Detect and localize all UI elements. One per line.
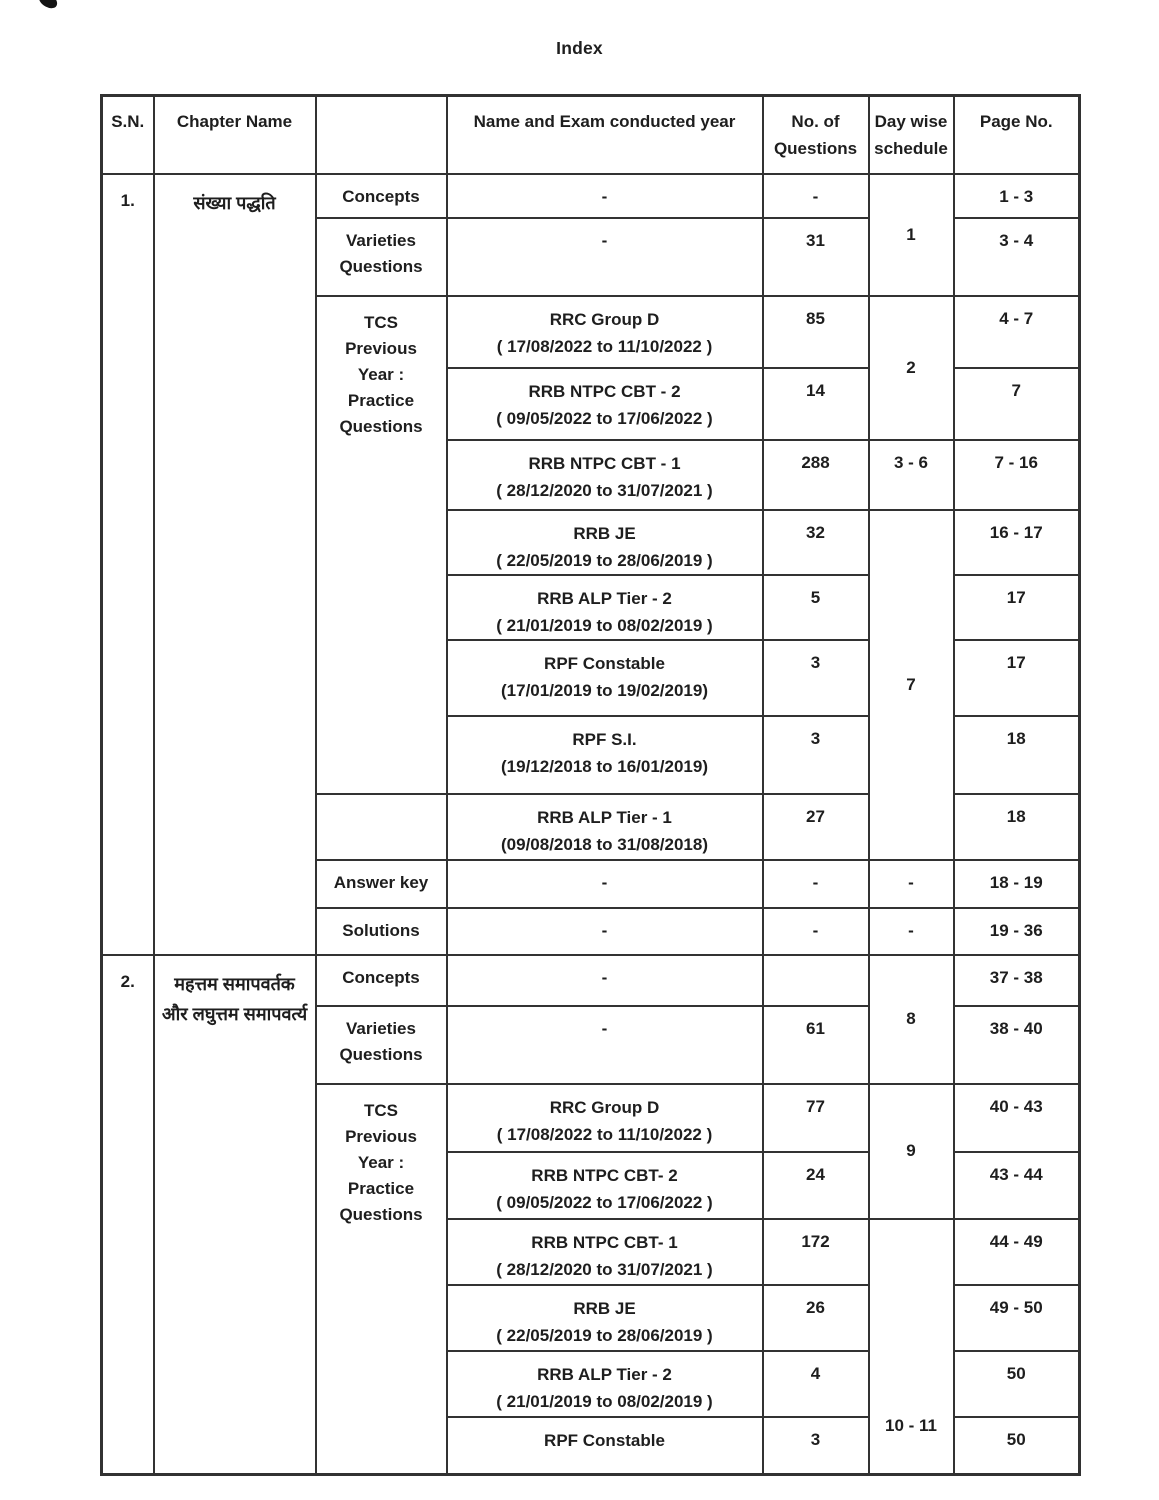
exam-cell <box>447 1285 763 1351</box>
question-count: 24 <box>763 1152 869 1219</box>
exam-cell <box>447 640 763 716</box>
question-count: 31 <box>763 218 869 296</box>
exam-cell <box>447 368 763 440</box>
exam-name: RRB ALP Tier - 2 <box>537 1364 672 1384</box>
page-range: 17 <box>954 640 1080 716</box>
day-schedule: 1 <box>869 174 954 296</box>
exam-name: RRB NTPC CBT- 2 <box>531 1165 678 1185</box>
exam-cell <box>447 510 763 575</box>
exam-name: RRB JE <box>573 523 636 543</box>
exam-name: RRB JE <box>573 1298 636 1318</box>
exam-dates: (19/12/2018 to 16/01/2019) <box>501 756 708 776</box>
page-range: 50 <box>954 1351 1080 1417</box>
table-row <box>102 955 1080 1006</box>
exam-dates: ( 09/05/2022 to 17/06/2022 ) <box>496 1192 713 1212</box>
exam-dates: ( 22/05/2019 to 28/06/2019 ) <box>496 1325 713 1345</box>
subcategory-cell: Solutions <box>316 908 447 955</box>
subcategory-cell: TCS Previous Year : Practice Questions <box>316 296 447 794</box>
page-title: Index <box>556 38 603 58</box>
exam-name: RRB NTPC CBT- 1 <box>531 1232 678 1252</box>
col-header-chapter: Chapter Name <box>154 96 316 174</box>
day-schedule: 10 - 11 <box>869 1219 954 1475</box>
page-range: 40 - 43 <box>954 1084 1080 1152</box>
question-count: - <box>763 908 869 955</box>
col-header-subcategory <box>316 96 447 174</box>
exam-name: RPF Constable <box>544 1430 665 1450</box>
exam-cell <box>447 1351 763 1417</box>
col-header-questions: No. of Questions <box>763 96 869 174</box>
exam-cell <box>447 1417 763 1475</box>
col-header-day: Day wise schedule <box>869 96 954 174</box>
page-range: 16 - 17 <box>954 510 1080 575</box>
exam-cell <box>447 440 763 510</box>
exam-cell: - <box>447 218 763 296</box>
question-count: 288 <box>763 440 869 510</box>
exam-name: RRC Group D <box>549 309 660 329</box>
chapter-name-cell: संख्या पद्धति <box>154 174 316 955</box>
day-schedule: 8 <box>869 955 954 1084</box>
question-count: 3 <box>763 640 869 716</box>
page-range: 3 - 4 <box>954 218 1080 296</box>
page-range: 43 - 44 <box>954 1152 1080 1219</box>
page-range: 7 <box>954 368 1080 440</box>
page-range: 18 <box>954 716 1080 794</box>
exam-name: RRB ALP Tier - 2 <box>537 588 672 608</box>
exam-cell: - <box>447 1006 763 1084</box>
exam-name: RRB NTPC CBT - 2 <box>528 381 681 401</box>
question-count: 3 <box>763 716 869 794</box>
question-count: 3 <box>763 1417 869 1475</box>
page-range: 37 - 38 <box>954 955 1080 1006</box>
exam-dates: (17/01/2019 to 19/02/2019) <box>501 680 708 700</box>
question-count: - <box>763 860 869 908</box>
question-count: 32 <box>763 510 869 575</box>
day-schedule: 2 <box>869 296 954 440</box>
exam-cell <box>447 575 763 640</box>
exam-name: RPF S.I. <box>572 729 637 749</box>
page-range: 49 - 50 <box>954 1285 1080 1351</box>
exam-dates: ( 21/01/2019 to 08/02/2019 ) <box>496 1391 713 1411</box>
page-range: 7 - 16 <box>954 440 1080 510</box>
exam-cell <box>447 296 763 368</box>
table-header-row <box>102 96 1080 174</box>
subcategory-cell: Varieties Questions <box>316 1006 447 1084</box>
exam-dates: ( 09/05/2022 to 17/06/2022 ) <box>496 408 713 428</box>
table-row <box>102 174 1080 218</box>
exam-dates: ( 28/12/2020 to 31/07/2021 ) <box>496 1259 713 1279</box>
page-range: 38 - 40 <box>954 1006 1080 1084</box>
exam-cell <box>447 716 763 794</box>
page-range: 4 - 7 <box>954 296 1080 368</box>
page-range: 18 <box>954 794 1080 860</box>
exam-dates: (09/08/2018 to 31/08/2018) <box>501 834 708 854</box>
question-count <box>763 955 869 1006</box>
question-count: 77 <box>763 1084 869 1152</box>
day-schedule: 3 - 6 <box>869 440 954 510</box>
page-range: 18 - 19 <box>954 860 1080 908</box>
exam-name: RRB NTPC CBT - 1 <box>528 453 681 473</box>
question-count: 27 <box>763 794 869 860</box>
sn-cell: 2. <box>102 955 154 1475</box>
question-count: 5 <box>763 575 869 640</box>
question-count: 61 <box>763 1006 869 1084</box>
exam-dates: ( 21/01/2019 to 08/02/2019 ) <box>496 615 713 635</box>
page-range: 19 - 36 <box>954 908 1080 955</box>
day-schedule: 9 <box>869 1084 954 1219</box>
exam-cell <box>447 1152 763 1219</box>
question-count: - <box>763 174 869 218</box>
exam-cell: - <box>447 174 763 218</box>
day-schedule: - <box>869 860 954 908</box>
subcategory-cell: Concepts <box>316 955 447 1006</box>
subcategory-cell: TCS Previous Year : Practice Questions <box>316 1084 447 1475</box>
exam-dates: ( 17/08/2022 to 11/10/2022 ) <box>496 336 713 356</box>
exam-name: RPF Constable <box>544 653 665 673</box>
page-range: 1 - 3 <box>954 174 1080 218</box>
exam-dates: ( 28/12/2020 to 31/07/2021 ) <box>496 480 713 500</box>
col-header-exam: Name and Exam conducted year <box>447 96 763 174</box>
exam-name: RRB ALP Tier - 1 <box>537 807 672 827</box>
page-range: 44 - 49 <box>954 1219 1080 1285</box>
exam-cell <box>447 794 763 860</box>
subcategory-cell: Varieties Questions <box>316 218 447 296</box>
question-count: 85 <box>763 296 869 368</box>
exam-cell: - <box>447 955 763 1006</box>
page-edge-ink-mark <box>36 0 60 11</box>
page-range: 17 <box>954 575 1080 640</box>
exam-name: RRC Group D <box>549 1097 660 1117</box>
exam-cell: - <box>447 860 763 908</box>
index-table <box>100 94 1081 1476</box>
col-header-sn: S.N. <box>102 96 154 174</box>
question-count: 26 <box>763 1285 869 1351</box>
exam-dates: ( 22/05/2019 to 28/06/2019 ) <box>496 550 713 570</box>
col-header-page: Page No. <box>954 96 1080 174</box>
exam-cell <box>447 1219 763 1285</box>
question-count: 4 <box>763 1351 869 1417</box>
subcategory-cell <box>316 794 447 860</box>
day-schedule: - <box>869 908 954 955</box>
sn-cell: 1. <box>102 174 154 955</box>
exam-cell: - <box>447 908 763 955</box>
subcategory-cell: Concepts <box>316 174 447 218</box>
exam-dates: ( 17/08/2022 to 11/10/2022 ) <box>496 1124 713 1144</box>
page-range: 50 <box>954 1417 1080 1475</box>
chapter-name-cell: महत्तम समापवर्तक और लघुत्तम समापवर्त्य <box>154 955 316 1475</box>
day-schedule: 7 <box>869 510 954 860</box>
question-count: 14 <box>763 368 869 440</box>
subcategory-cell: Answer key <box>316 860 447 908</box>
exam-cell <box>447 1084 763 1152</box>
question-count: 172 <box>763 1219 869 1285</box>
